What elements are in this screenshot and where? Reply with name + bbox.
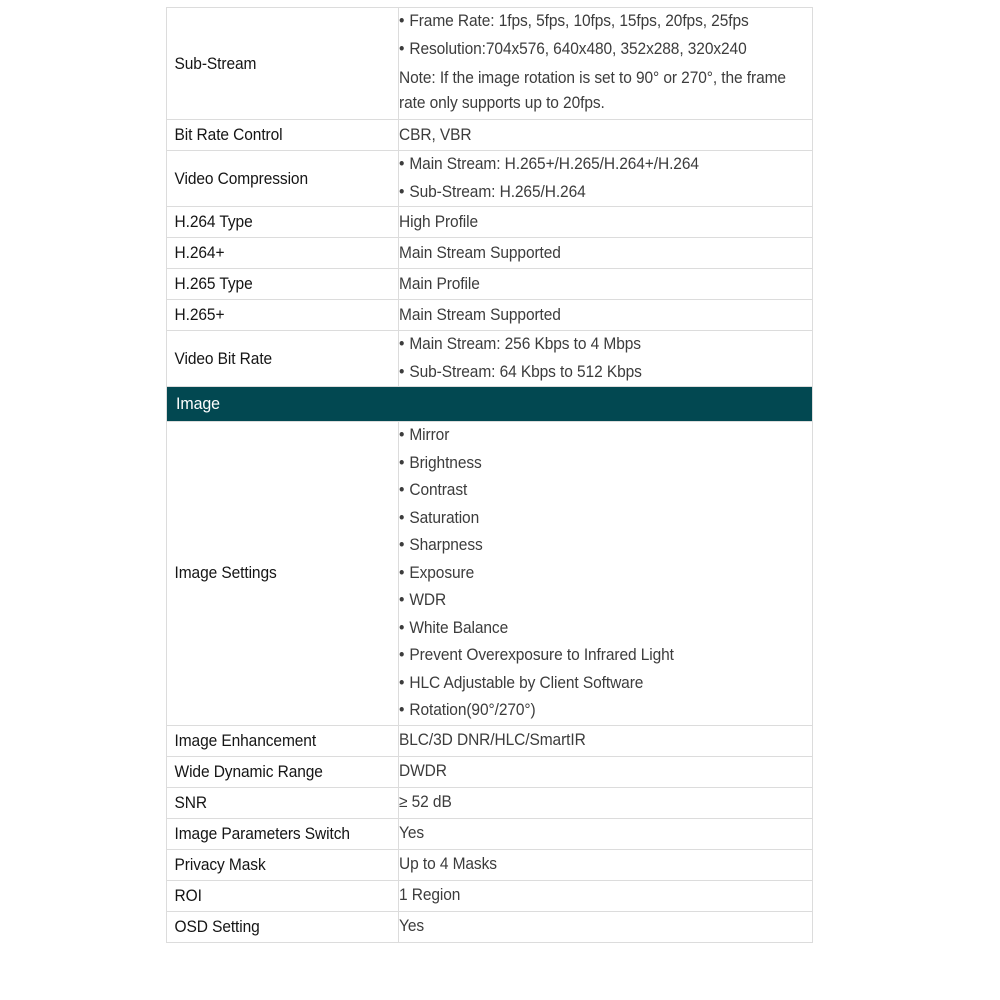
row-value-cell <box>399 331 813 387</box>
value-text: Yes <box>399 917 425 935</box>
table-row <box>167 300 813 331</box>
value-list <box>399 331 787 386</box>
bullet-icon: • <box>399 39 405 58</box>
row-value-cell <box>399 238 813 269</box>
value-list-item <box>399 560 787 588</box>
value-list-item-text: Sub-Stream: H.265/H.264 <box>409 182 586 201</box>
row-value-cell <box>399 120 813 151</box>
row-label: Video Compression <box>174 169 308 188</box>
value-list-item <box>399 697 787 725</box>
value-list-item <box>399 36 787 64</box>
bullet-icon: • <box>399 481 405 499</box>
bullet-icon: • <box>399 155 405 173</box>
table-row <box>167 151 813 207</box>
row-value <box>399 759 787 784</box>
row-label: OSD Setting <box>174 917 260 936</box>
row-value-cell <box>399 422 813 726</box>
row-label: H.265 Type <box>174 275 253 293</box>
row-label-cell <box>167 331 399 387</box>
row-label: Sub-Stream <box>174 54 257 73</box>
row-value-cell <box>399 300 813 331</box>
bullet-icon: • <box>399 453 405 472</box>
row-value <box>399 728 787 753</box>
value-list-item-text: Mirror <box>409 426 450 444</box>
row-label-cell <box>167 787 399 818</box>
table-row <box>167 238 813 269</box>
row-label-cell <box>167 238 399 269</box>
value-list-item <box>399 8 787 36</box>
bullet-icon: • <box>399 646 405 664</box>
value-list-item-text: Main Stream: H.265+/H.265/H.264+/H.264 <box>409 155 699 173</box>
row-label-cell <box>167 207 399 238</box>
bullet-icon: • <box>399 426 405 444</box>
row-label: Image Enhancement <box>174 731 317 750</box>
value-text: Main Stream Supported <box>399 305 561 324</box>
section-header-cell <box>167 387 813 422</box>
value-text: High Profile <box>399 212 479 231</box>
table-row <box>167 331 813 387</box>
value-list-item <box>399 151 787 179</box>
row-label-cell <box>167 849 399 880</box>
row-label: ROI <box>174 886 202 905</box>
row-value-cell <box>399 818 813 849</box>
section-band <box>167 387 812 421</box>
value-text: BLC/3D DNR/HLC/SmartIR <box>399 731 586 749</box>
row-value-cell <box>399 787 813 818</box>
value-list-item-text: Exposure <box>409 563 475 582</box>
value-list-item-text: Sharpness <box>409 536 483 554</box>
bullet-icon: • <box>399 563 405 582</box>
table-row <box>167 756 813 787</box>
table-row <box>167 8 813 120</box>
row-value <box>399 8 787 119</box>
bullet-icon: • <box>399 591 405 609</box>
section-header-row <box>167 387 813 422</box>
value-text: Main Profile <box>399 274 480 293</box>
bullet-icon: • <box>399 701 405 719</box>
row-value-cell <box>399 151 813 207</box>
row-value <box>399 914 787 939</box>
value-list-item-text: WDR <box>409 591 447 609</box>
value-text: Yes <box>399 824 425 842</box>
value-text: Up to 4 Masks <box>399 855 497 873</box>
value-list <box>399 422 787 725</box>
value-list-item-text: White Balance <box>409 618 509 637</box>
bullet-icon: • <box>399 12 405 30</box>
value-list-item <box>399 615 787 643</box>
table-row <box>167 422 813 726</box>
value-list-item-text: Rotation(90°/270°) <box>409 701 536 719</box>
row-value-cell <box>399 8 813 120</box>
table-row <box>167 911 813 942</box>
row-value <box>399 210 787 235</box>
value-list-item <box>399 505 787 533</box>
bullet-icon: • <box>399 335 405 353</box>
row-label-cell <box>167 151 399 207</box>
value-list-item <box>399 422 787 450</box>
bullet-icon: • <box>399 673 405 692</box>
row-value-cell <box>399 725 813 756</box>
value-text: DWDR <box>399 762 447 780</box>
row-label: H.264 Type <box>174 213 253 231</box>
row-value <box>399 241 787 266</box>
value-text: ≥ 52 dB <box>399 793 452 811</box>
value-list-item <box>399 450 787 478</box>
table-row <box>167 849 813 880</box>
bullet-icon: • <box>399 508 405 527</box>
value-list-item-text: Frame Rate: 1fps, 5fps, 10fps, 15fps, 20fps, 25fps <box>409 12 749 30</box>
value-list-item-text: Resolution:704x576, 640x480, 352x288, 320x240 <box>409 39 747 58</box>
row-label: H.264+ <box>174 244 225 262</box>
row-label: Video Bit Rate <box>174 349 273 368</box>
row-label: Image Settings <box>174 564 277 583</box>
row-value <box>399 331 787 386</box>
row-value <box>399 272 787 297</box>
value-list-item-text: HLC Adjustable by Client Software <box>409 673 644 692</box>
table-row <box>167 207 813 238</box>
value-list-item-text: Saturation <box>409 508 480 527</box>
row-value-cell <box>399 849 813 880</box>
value-list-item-text: Prevent Overexposure to Infrared Light <box>409 646 674 664</box>
value-text: Main Stream Supported <box>399 243 561 262</box>
value-list-item-text: Contrast <box>409 481 468 499</box>
value-list-item <box>399 179 787 207</box>
row-value <box>399 123 787 148</box>
value-list <box>399 8 787 63</box>
value-text: CBR, VBR <box>399 125 472 144</box>
row-label-cell <box>167 756 399 787</box>
table-body <box>167 8 813 943</box>
table-row <box>167 880 813 911</box>
value-list-item <box>399 642 787 670</box>
bullet-icon: • <box>399 182 405 201</box>
value-list-item <box>399 670 787 698</box>
table-row <box>167 120 813 151</box>
row-value <box>399 790 787 815</box>
bullet-icon: • <box>399 536 405 554</box>
row-label: Wide Dynamic Range <box>174 762 323 781</box>
table-row <box>167 787 813 818</box>
row-value <box>399 422 787 725</box>
row-label-cell <box>167 818 399 849</box>
value-list-item <box>399 532 787 560</box>
row-value <box>399 883 787 908</box>
row-value <box>399 821 787 846</box>
value-list <box>399 151 787 206</box>
row-label-cell <box>167 880 399 911</box>
row-label-cell <box>167 911 399 942</box>
value-note: Note: If the image rotation is set to 90° or 270°, the frame rate only supports up to 20fps. <box>399 69 786 112</box>
row-label-cell <box>167 8 399 120</box>
row-label-cell <box>167 269 399 300</box>
row-label: Privacy Mask <box>174 855 266 874</box>
row-value <box>399 852 787 877</box>
value-list-item-text: Main Stream: 256 Kbps to 4 Mbps <box>409 335 641 353</box>
row-value <box>399 303 787 328</box>
row-label: Bit Rate Control <box>174 126 283 144</box>
value-list-item <box>399 359 787 387</box>
value-text: 1 Region <box>399 886 461 904</box>
row-label-cell <box>167 725 399 756</box>
value-list-item-text: Sub-Stream: 64 Kbps to 512 Kbps <box>409 362 642 381</box>
value-list-item-text: Brightness <box>409 453 482 472</box>
row-value-cell <box>399 911 813 942</box>
row-label-cell <box>167 422 399 726</box>
section-title: Image <box>176 394 220 413</box>
value-list-item <box>399 331 787 359</box>
row-label: Image Parameters Switch <box>174 824 350 843</box>
bullet-icon: • <box>399 362 405 381</box>
row-value <box>399 151 787 206</box>
table-row <box>167 818 813 849</box>
row-label: SNR <box>174 793 207 812</box>
value-list-item <box>399 477 787 505</box>
row-value-cell <box>399 207 813 238</box>
table-row <box>167 725 813 756</box>
specification-table <box>166 7 813 943</box>
row-value-cell <box>399 880 813 911</box>
bullet-icon: • <box>399 618 405 637</box>
row-label: H.265+ <box>174 306 225 324</box>
row-value-cell <box>399 756 813 787</box>
value-list-item <box>399 587 787 615</box>
table-row <box>167 269 813 300</box>
row-label-cell <box>167 300 399 331</box>
row-value-cell <box>399 269 813 300</box>
row-label-cell <box>167 120 399 151</box>
